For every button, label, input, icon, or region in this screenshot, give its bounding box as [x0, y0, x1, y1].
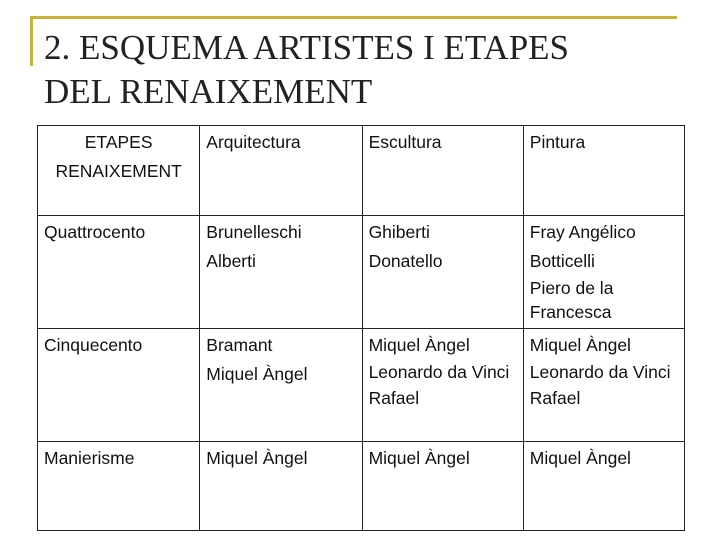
renaissance-artists-table — [37, 125, 685, 531]
artist-name: Miquel Àngel — [368, 448, 470, 468]
header-painting-cell: Pintura — [523, 126, 684, 216]
sculpture-cell — [362, 216, 523, 329]
painting-cell — [523, 329, 684, 442]
stage-cell — [38, 216, 200, 329]
artist-name: Donatello — [368, 251, 443, 271]
artist-name: Miquel Àngel — [368, 335, 470, 355]
table-row — [38, 442, 685, 531]
stage-cell — [38, 329, 200, 442]
sculpture-cell — [362, 442, 523, 531]
stage-name: Cinquecento — [44, 335, 143, 355]
sculpture-cell — [362, 329, 523, 442]
artist-name: Rafael — [368, 388, 420, 408]
artist-name: Miquel Àngel — [206, 448, 308, 468]
table-row — [38, 329, 685, 442]
title-frame-left-border — [30, 16, 33, 66]
slide-title — [44, 26, 684, 114]
artist-name: Brunelleschi — [206, 222, 302, 242]
painting-cell — [523, 216, 684, 329]
header-sculpture-cell: Escultura — [362, 126, 523, 216]
architecture-cell — [200, 442, 362, 531]
slide-title-line-1: 2. ESQUEMA ARTISTES I ETAPES — [44, 28, 569, 67]
header-stage-cell — [38, 126, 200, 216]
stage-name: Quattrocento — [44, 222, 146, 242]
header-architecture-cell: Arquitectura — [200, 126, 362, 216]
header-stage-line-1: ETAPES — [84, 132, 153, 152]
artist-name: Miquel Àngel — [529, 335, 631, 355]
artist-name: Botticelli — [529, 251, 595, 271]
slide-title-line-2: DEL RENAIXEMENT — [44, 72, 373, 111]
stage-name: Manierisme — [44, 448, 135, 468]
header-stage-line-2: RENAIXEMENT — [55, 161, 182, 181]
stage-cell — [38, 442, 200, 531]
artist-name: Alberti — [206, 251, 256, 271]
artist-name: Piero de la Francesca — [529, 278, 614, 322]
artist-name: Fray Angélico — [529, 222, 636, 242]
architecture-cell — [200, 329, 362, 442]
artist-name: Leonardo da Vinci — [368, 362, 510, 382]
artist-name: Miquel Àngel — [529, 448, 631, 468]
artist-name: Rafael — [529, 388, 581, 408]
table-row — [38, 216, 685, 329]
artist-name: Leonardo da Vinci — [529, 362, 671, 382]
title-frame-top-border — [30, 16, 677, 19]
artist-name: Miquel Àngel — [206, 364, 308, 384]
artist-name: Bramant — [206, 335, 273, 355]
painting-cell — [523, 442, 684, 531]
table-header-row — [38, 126, 685, 216]
architecture-cell — [200, 216, 362, 329]
artist-name: Ghiberti — [368, 222, 430, 242]
